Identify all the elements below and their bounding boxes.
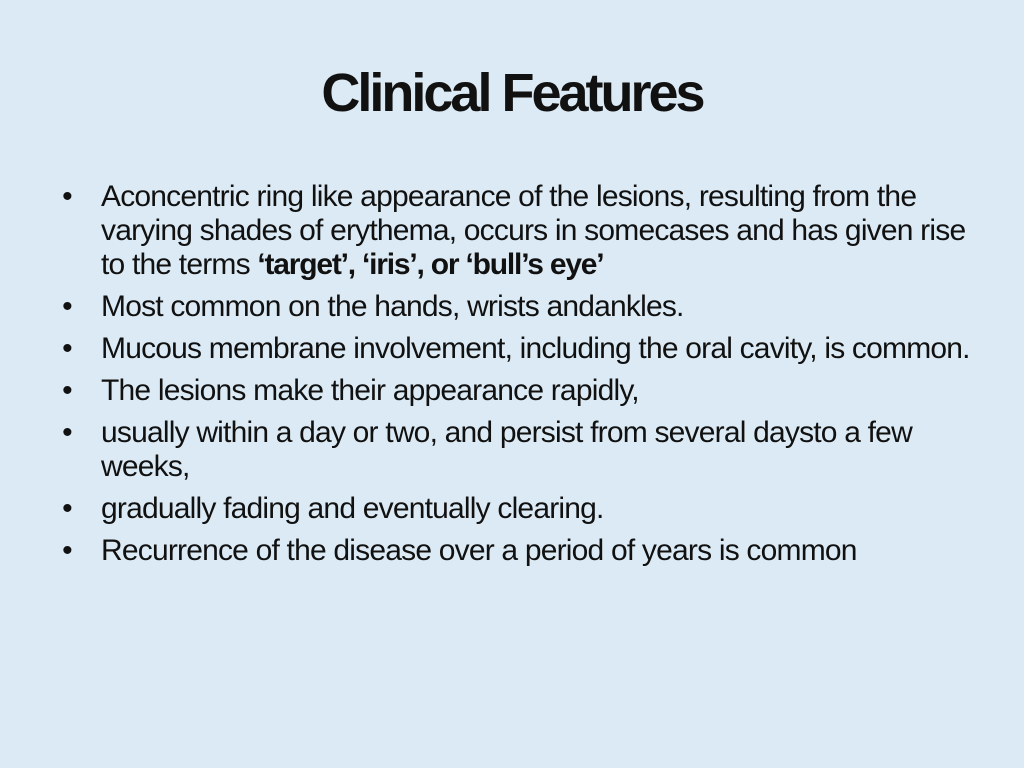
bullet-item — [55, 374, 970, 408]
bullet-item — [55, 180, 970, 282]
bullet-item — [55, 332, 970, 366]
bullet-dot-icon: • — [62, 332, 72, 365]
bullet-text: Aconcentric ring like appearance of the lesions, resulting from the varying shades of erythema, occurs in somecases and has given rise to the terms — [101, 180, 966, 281]
slide-title: Clinical Features — [321, 63, 703, 123]
bullet-item — [55, 534, 970, 568]
bullet-dot-icon: • — [62, 374, 72, 407]
bullet-text: Recurrence of the disease over a period of years is common — [101, 534, 857, 567]
bullet-dot-icon: • — [62, 290, 72, 323]
bullet-text: gradually fading and eventually clearing. — [101, 492, 604, 525]
bullet-dot-icon: • — [62, 416, 72, 449]
bullet-item — [55, 416, 970, 484]
bullet-text: usually within a day or two, and persist from several daysto a few weeks, — [101, 416, 912, 483]
bullet-item — [55, 290, 970, 324]
bullet-text: Mucous membrane involvement, including the oral cavity, is common. — [101, 332, 970, 365]
bullet-item — [55, 492, 970, 526]
bullet-dot-icon: • — [62, 534, 72, 567]
bullet-list — [55, 180, 970, 576]
bullet-text: Most common on the hands, wrists andankles. — [101, 290, 684, 323]
bullet-dot-icon: • — [62, 492, 72, 525]
bullet-bold-text: ‘target’, ‘iris’, or ‘bull’s eye’ — [257, 248, 604, 281]
bullet-dot-icon: • — [62, 180, 72, 213]
bullet-text: The lesions make their appearance rapidly, — [101, 374, 639, 407]
